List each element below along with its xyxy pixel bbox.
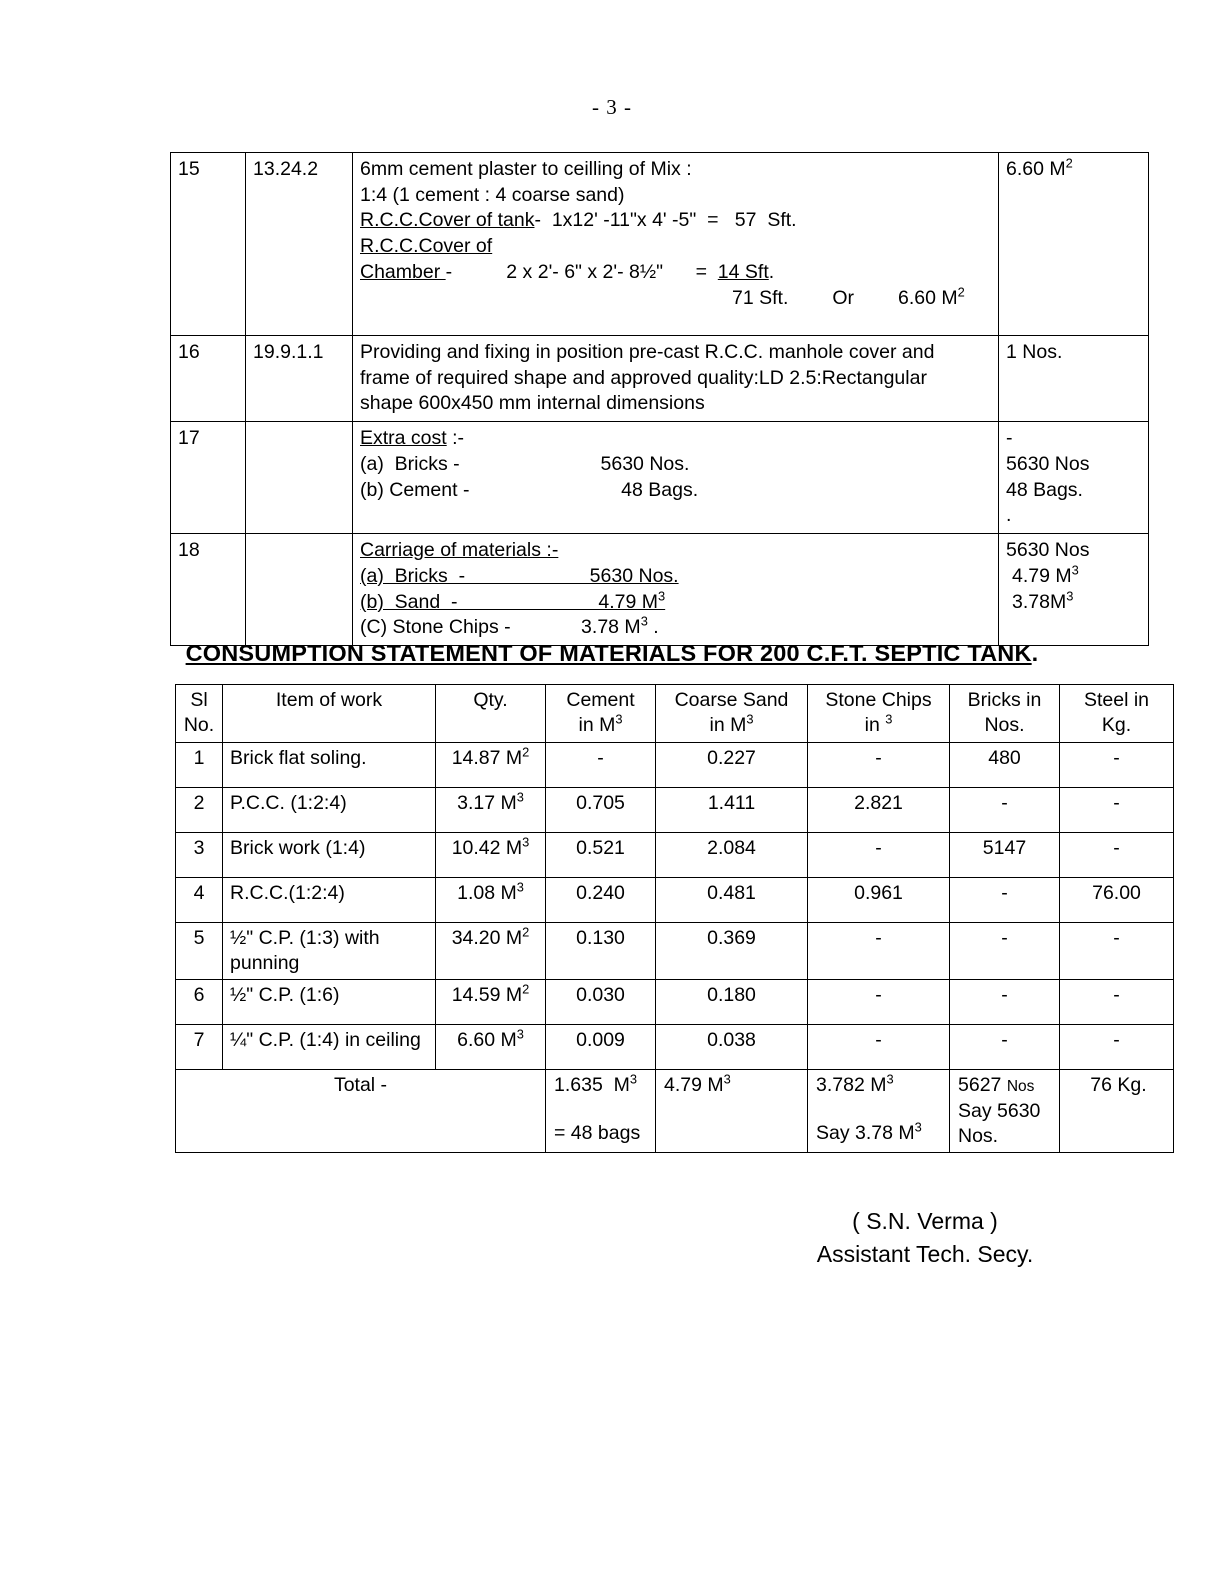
row-bricks: -	[950, 1025, 1060, 1070]
total-value: Say 3.78 M	[816, 1121, 915, 1144]
header-line: Kg.	[1101, 714, 1132, 737]
row-bricks: 5147	[950, 832, 1060, 877]
desc-line: Providing and fixing in position pre-cast R.C.C. manhole cover and	[360, 341, 935, 363]
total-coarse-sand	[656, 1070, 808, 1153]
total-cement	[546, 1070, 656, 1153]
column-header-stone-chips	[808, 685, 950, 743]
total-line	[816, 1121, 945, 1146]
desc-metric: 6.60 M	[898, 286, 958, 309]
header-exponent: 3	[615, 711, 623, 727]
qty-value: 6.60 M	[1006, 158, 1066, 180]
desc-underlined: R.C.C.Cover of tank	[360, 209, 535, 232]
qty-line	[1006, 564, 1142, 590]
row-cement: 0.240	[546, 877, 656, 922]
item-code	[246, 422, 353, 534]
row-sl-no: 1	[176, 742, 223, 787]
row-qty	[436, 1025, 546, 1070]
qty-value: 3.78M	[1012, 590, 1067, 613]
row-stone-chips: -	[808, 832, 950, 877]
row-coarse-sand: 0.038	[656, 1025, 808, 1070]
total-line	[816, 1073, 945, 1098]
qty-value: 1.08 M	[457, 881, 517, 904]
row-steel: -	[1060, 832, 1174, 877]
desc-line	[360, 538, 992, 564]
table-row	[176, 832, 1174, 877]
total-line	[958, 1073, 1055, 1098]
desc-underlined: R.C.C.Cover of	[360, 235, 493, 258]
item-description	[353, 534, 999, 646]
row-sl-no: 7	[176, 1025, 223, 1070]
row-steel: -	[1060, 922, 1174, 980]
row-bricks: -	[950, 980, 1060, 1025]
row-sl-no: 2	[176, 787, 223, 832]
header-line	[660, 713, 803, 738]
item-qty	[999, 422, 1149, 534]
item-qty	[999, 534, 1149, 646]
qty-exponent: 3	[1071, 562, 1079, 578]
qty-value: 4.79 M	[1012, 564, 1072, 587]
total-line	[664, 1073, 803, 1098]
desc-underlined: Extra cost	[360, 427, 447, 450]
items-table	[170, 152, 1149, 646]
row-stone-chips: -	[808, 1025, 950, 1070]
header-line	[812, 713, 945, 738]
header-line: Sl	[190, 689, 208, 711]
header-line	[550, 713, 651, 738]
item-description	[353, 153, 999, 336]
desc-or: Or	[832, 286, 855, 309]
desc-line	[360, 208, 992, 234]
total-line: = 48 bags	[554, 1121, 641, 1144]
row-coarse-sand: 0.369	[656, 922, 808, 980]
qty-value: 10.42 M	[451, 836, 523, 859]
row-bricks: 480	[950, 742, 1060, 787]
desc-line: shape 600x450 mm internal dimensions	[360, 392, 705, 415]
row-item: P.C.C. (1:2:4)	[223, 787, 436, 832]
header-line: Bricks in	[967, 689, 1042, 711]
qty-value: 34.20 M	[451, 926, 523, 949]
row-stone-chips: -	[808, 980, 950, 1025]
row-cement: 0.030	[546, 980, 656, 1025]
row-bricks: -	[950, 787, 1060, 832]
table-row	[171, 153, 1149, 336]
desc-text: - 1x12' -11"x 4' -5" = 57 Sft.	[534, 209, 797, 232]
row-steel: 76.00	[1060, 877, 1174, 922]
desc-underlined: 14 Sft	[717, 260, 769, 283]
row-item: ½" C.P. (1:3) with punning	[223, 922, 436, 980]
desc-subtotal: 71 Sft.	[732, 286, 789, 309]
desc-line	[360, 426, 992, 452]
row-qty	[436, 922, 546, 980]
item-sl-no: 18	[171, 534, 246, 646]
desc-underlined: Chamber	[360, 260, 446, 283]
header-unit: in M	[578, 714, 616, 737]
header-line: Steel in	[1083, 689, 1150, 711]
table-row	[176, 1025, 1174, 1070]
column-header-sl-no	[176, 685, 223, 743]
row-stone-chips: 2.821	[808, 787, 950, 832]
table-row	[171, 422, 1149, 534]
table-total-row	[176, 1070, 1174, 1153]
desc-text: (b) Sand - 4.79 M	[360, 590, 659, 613]
qty-exponent: 3	[516, 1026, 524, 1042]
row-qty	[436, 832, 546, 877]
row-sl-no: 4	[176, 877, 223, 922]
consumption-table	[175, 684, 1174, 1153]
desc-line: frame of required shape and approved quality:LD 2.5:Rectangular	[360, 366, 927, 389]
row-sl-no: 3	[176, 832, 223, 877]
table-row	[176, 787, 1174, 832]
desc-text: - 2 x 2'- 6" x 2'- 8½" =	[445, 260, 718, 283]
header-line: No.	[183, 714, 215, 737]
row-qty	[436, 742, 546, 787]
row-coarse-sand: 1.411	[656, 787, 808, 832]
total-exponent: 3	[629, 1071, 638, 1087]
desc-line	[360, 590, 992, 616]
row-cement: 0.009	[546, 1025, 656, 1070]
row-steel: -	[1060, 787, 1174, 832]
signatory-name: ( S.N. Verma )	[852, 1208, 998, 1234]
qty-exponent: 3	[1066, 588, 1074, 604]
total-exponent: 3	[886, 1071, 894, 1087]
row-bricks: -	[950, 877, 1060, 922]
heading-period: .	[1031, 640, 1039, 666]
row-coarse-sand: 0.180	[656, 980, 808, 1025]
desc-underlined: (a) Bricks - 5630 Nos.	[360, 564, 679, 587]
desc-metric-exponent: 2	[957, 284, 965, 300]
qty-exponent: 3	[516, 789, 524, 805]
qty-line	[1006, 590, 1142, 616]
header-line: Coarse Sand	[674, 689, 789, 711]
item-description	[353, 336, 999, 422]
row-item: Brick work (1:4)	[223, 832, 436, 877]
row-qty	[436, 877, 546, 922]
row-steel: -	[1060, 742, 1174, 787]
row-cement: 0.705	[546, 787, 656, 832]
qty-value: 14.59 M	[451, 984, 523, 1007]
row-coarse-sand: 0.481	[656, 877, 808, 922]
total-unit: Nos	[1006, 1078, 1035, 1096]
page-number: - 3 -	[592, 95, 632, 119]
desc-line	[360, 615, 992, 641]
header-exponent: 3	[746, 711, 754, 727]
item-sl-no: 17	[171, 422, 246, 534]
table-row	[171, 336, 1149, 422]
desc-exponent: 3	[640, 613, 648, 629]
item-qty: 1 Nos.	[999, 336, 1149, 422]
total-bricks	[950, 1070, 1060, 1153]
desc-line	[360, 260, 992, 286]
row-coarse-sand: 2.084	[656, 832, 808, 877]
item-description	[353, 422, 999, 534]
desc-text: .	[768, 260, 775, 283]
qty-exponent: 2	[1065, 155, 1073, 171]
row-item: ½" C.P. (1:6)	[223, 980, 436, 1025]
header-unit: in M	[709, 714, 747, 737]
row-qty	[436, 980, 546, 1025]
header-unit: in	[864, 714, 886, 737]
column-header-cement	[546, 685, 656, 743]
row-item: ¼" C.P. (1:4) in ceiling	[223, 1025, 436, 1070]
row-qty	[436, 787, 546, 832]
header-line: Qty.	[473, 689, 508, 711]
header-line: Item of work	[275, 689, 383, 711]
desc-text: :-	[446, 427, 465, 450]
column-header-coarse-sand	[656, 685, 808, 743]
total-value: 3.782 M	[816, 1074, 887, 1097]
row-bricks: -	[950, 922, 1060, 980]
desc-underlined: Carriage of materials :-	[360, 539, 559, 562]
desc-exponent: 3	[658, 588, 666, 604]
desc-line: (a) Bricks - 5630 Nos.	[360, 452, 690, 475]
desc-text: .	[647, 616, 659, 639]
table-row	[176, 877, 1174, 922]
table-row	[176, 742, 1174, 787]
desc-line	[360, 234, 992, 260]
table-row	[171, 534, 1149, 646]
total-exponent: 3	[914, 1119, 922, 1135]
header-exponent: 3	[885, 711, 893, 727]
total-line	[554, 1073, 651, 1098]
total-label: Total -	[176, 1070, 546, 1153]
column-header-item-of-work	[223, 685, 436, 743]
total-value: 1.635 M	[554, 1074, 630, 1097]
desc-line: 6mm cement plaster to ceilling of Mix :	[360, 158, 692, 180]
table-row	[176, 922, 1174, 980]
row-steel: -	[1060, 1025, 1174, 1070]
item-code: 13.24.2	[246, 153, 353, 336]
total-value: 4.79 M	[664, 1074, 724, 1097]
qty-exponent: 3	[522, 834, 530, 850]
desc-line: 1:4 (1 cement : 4 coarse sand)	[360, 183, 625, 206]
desc-underlined	[360, 588, 666, 613]
row-item: Brick flat soling.	[223, 742, 436, 787]
item-code	[246, 534, 353, 646]
row-stone-chips: -	[808, 742, 950, 787]
row-stone-chips: -	[808, 922, 950, 980]
qty-line: .	[1006, 504, 1012, 527]
row-steel: -	[1060, 980, 1174, 1025]
header-line: Nos.	[984, 714, 1025, 737]
row-coarse-sand: 0.227	[656, 742, 808, 787]
desc-line	[360, 286, 992, 312]
total-value: 5627	[958, 1074, 1007, 1097]
item-code: 19.9.1.1	[246, 336, 353, 422]
desc-text: (C) Stone Chips - 3.78 M	[360, 616, 641, 639]
total-line: Say 5630	[958, 1099, 1041, 1122]
signatory-designation: Assistant Tech. Secy.	[816, 1241, 1034, 1268]
total-line: Nos.	[958, 1125, 999, 1148]
qty-value: 6.60 M	[457, 1029, 517, 1052]
column-header-steel	[1060, 685, 1174, 743]
qty-line: 48 Bags.	[1006, 478, 1083, 501]
total-exponent: 3	[723, 1071, 731, 1087]
table-header-row	[176, 685, 1174, 743]
header-line: Stone Chips	[825, 689, 932, 711]
item-qty	[999, 153, 1149, 336]
qty-exponent: 2	[522, 744, 530, 760]
qty-exponent: 2	[522, 924, 530, 940]
row-cement: -	[546, 742, 656, 787]
qty-value: 14.87 M	[451, 746, 523, 769]
row-cement: 0.130	[546, 922, 656, 980]
qty-line: 5630 Nos	[1006, 452, 1090, 475]
column-header-bricks	[950, 685, 1060, 743]
header-line: Cement	[566, 689, 635, 711]
desc-line	[360, 564, 992, 590]
consumption-heading	[0, 640, 1224, 667]
row-stone-chips: 0.961	[808, 877, 950, 922]
total-stone-chips	[808, 1070, 950, 1153]
row-item: R.C.C.(1:2:4)	[223, 877, 436, 922]
qty-line: -	[1006, 427, 1013, 450]
desc-line: (b) Cement - 48 Bags.	[360, 478, 699, 501]
qty-value: 3.17 M	[457, 791, 517, 814]
row-cement: 0.521	[546, 832, 656, 877]
column-header-qty	[436, 685, 546, 743]
total-steel: 76 Kg.	[1060, 1070, 1174, 1153]
heading-text: CONSUMPTION STATEMENT OF MATERIALS FOR 200 C.F.T. SEPTIC TANK	[185, 640, 1032, 666]
item-sl-no: 15	[171, 153, 246, 336]
signature-block	[700, 1205, 1150, 1272]
item-sl-no: 16	[171, 336, 246, 422]
qty-exponent: 2	[522, 981, 530, 997]
row-sl-no: 6	[176, 980, 223, 1025]
table-row	[176, 980, 1174, 1025]
row-sl-no: 5	[176, 922, 223, 980]
qty-exponent: 3	[516, 879, 524, 895]
qty-line: 5630 Nos	[1006, 539, 1090, 562]
